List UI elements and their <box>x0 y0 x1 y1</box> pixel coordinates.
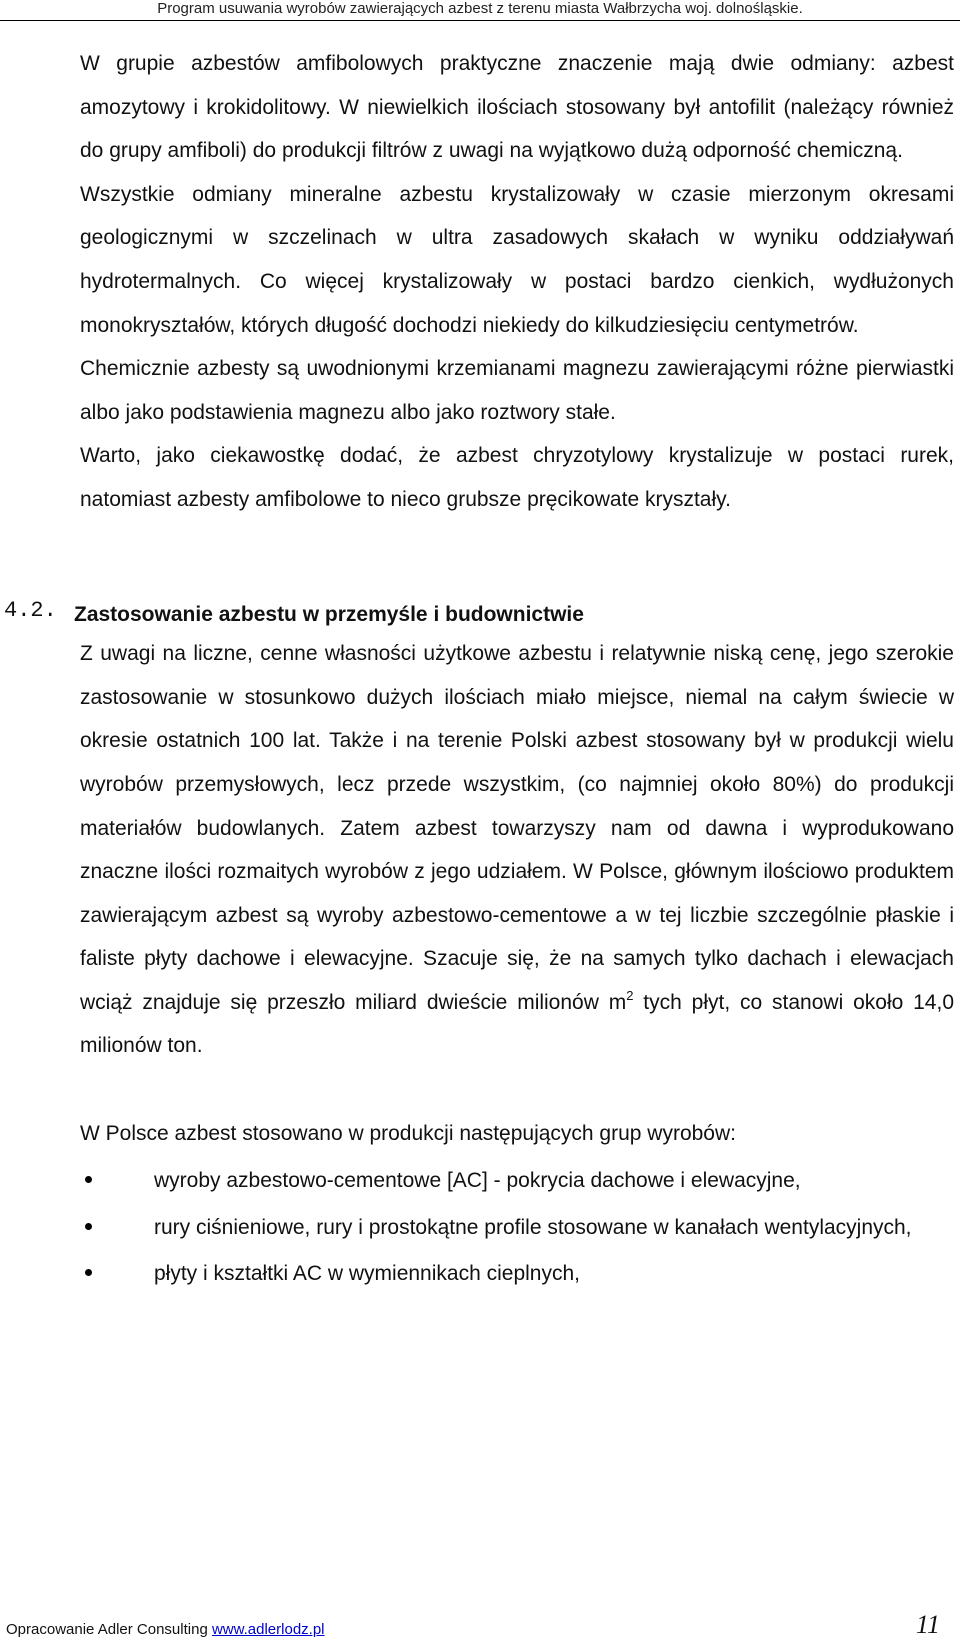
list-item <box>80 1159 954 1203</box>
list-item-text: płyty i kształtki AC w wymiennikach cieplnych, <box>154 1262 580 1286</box>
list-item-text: rury ciśnieniowe, rury i prostokątne profile stosowane w kanałach wentylacyjnych, <box>154 1215 912 1239</box>
footer-credit-text: Opracowanie Adler Consulting <box>6 1621 212 1638</box>
footer-credit <box>6 1621 325 1638</box>
page-footer <box>6 1612 954 1640</box>
paragraph-chemistry: Chemicznie azbesty są uwodnionymi krzemianami magnezu zawierającymi różne pierwiastki albo jako podstawienia magnezu albo jako roztwory stałe. <box>80 357 954 424</box>
list-item-text: wyroby azbestowo-cementowe [AC] - pokrycia dachowe i elewacyjne, <box>154 1169 801 1193</box>
bullet-icon <box>85 1269 92 1276</box>
product-list <box>80 1159 954 1296</box>
paragraph-crystallization: Wszystkie odmiany mineralne azbestu krystalizowały w czasie mierzonym okresami geologicznymi w szczelinach w ultra zasadowych skałach w wyniku oddziaływań hydrotermalnych. Co więcej krystalizowały w postaci bardzo cienkich, wydłużonych monokryształów, których długość dochodzi niekiedy do kilkudziesięciu centymetrów. <box>80 182 954 337</box>
page-number: 11 <box>915 1610 940 1639</box>
header-divider <box>0 20 960 21</box>
section-title: Zastosowanie azbestu w przemyśle i budownictwie <box>74 602 584 626</box>
footer-website-link[interactable]: www.adlerlodz.pl <box>211 1621 325 1638</box>
header-title: Program usuwania wyrobów zawierających azbest z terenu miasta Wałbrzycha woj. dolnośląskie. <box>157 0 803 17</box>
document-body <box>4 42 954 1299</box>
page-header <box>0 0 960 18</box>
usage-text: Z uwagi na liczne, cenne własności użytkowe azbestu i relatywnie niską cenę, jego szerokie zastosowanie w stosunkowo dużych ilościach miało miejsce, niemal na całym świecie w okresie ostatnich 100 lat. Także i na terenie Polski azbest stosowany był w produkcji wielu wyrobów przemysłowych, lecz przede wszystkim, (co najmniej około 80%) do produkcji materiałów budowlanych. Zatem azbest towarzyszy nam od dawna i wyprodukowano znaczne ilości rozmaitych wyrobów z jego udziałem. W Polsce, głównym ilościowo produktem zawierającym azbest są wyroby azbestowo-cementowe a w tej liczbie szczególnie płaskie i faliste płyty dachowe i elewacyjne. Szacuje się, że na samych tylko dachach i elewacjach wciąż znajduje się przeszło miliard dwieście milionów m <box>80 642 954 1014</box>
bullet-icon <box>85 1223 92 1230</box>
list-item <box>80 1206 954 1250</box>
list-item <box>80 1252 954 1296</box>
paragraph-curiosity: Warto, jako ciekawostkę dodać, że azbest chryzotylowy krystalizuje w postaci rurek, natomiast azbesty amfibolowe to nieco grubsze pręcikowate kryształy. <box>80 444 954 511</box>
superscript-2: 2 <box>626 987 634 1003</box>
paragraph-usage <box>80 632 954 1068</box>
paragraph-amphibole: W grupie azbestów amfibolowych praktyczne znaczenie mają dwie odmiany: azbest amozytowy i krokidolitowy. W niewielkich ilościach stosowany był antofilit (należący również do grupy amfiboli) do produkcji filtrów z uwagi na wyjątkowo dużą odporność chemiczną. <box>80 52 954 163</box>
bullet-icon <box>85 1176 92 1183</box>
section-heading <box>4 589 954 633</box>
section-number: 4.2. <box>4 597 57 623</box>
usage-text-end: tych płyt, co stanowi około 14,0 milionów ton. <box>80 990 954 1058</box>
list-intro: W Polsce azbest stosowano w produkcji następujących grup wyrobów: <box>80 1121 736 1145</box>
spacer <box>80 1068 954 1112</box>
spacer <box>80 522 954 589</box>
